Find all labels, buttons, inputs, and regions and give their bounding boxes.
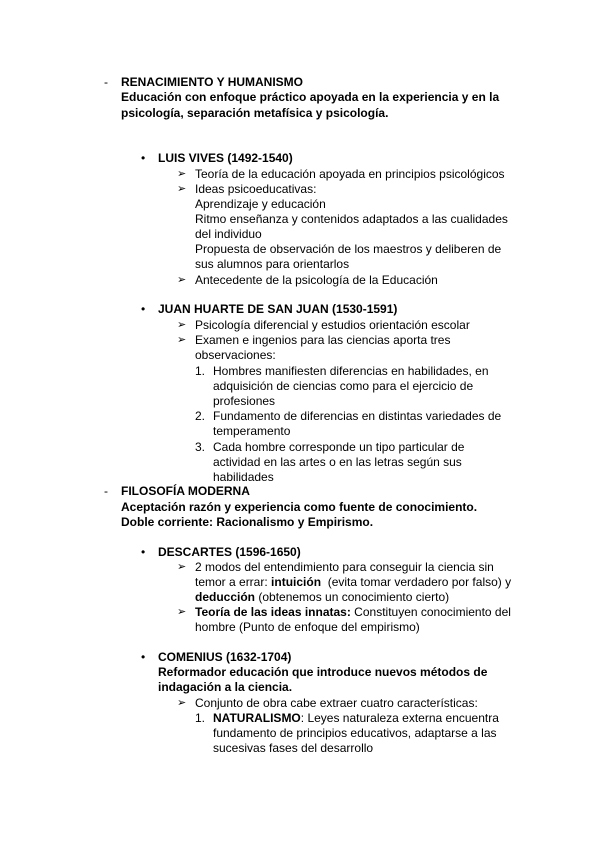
comenius-subtitle-line: indagación a la ciencia. [158,680,293,694]
arrow-bullet-icon: ➢ [177,183,187,195]
numbered-line: actividad en las artes o en las letras según sus [213,455,462,469]
list-item: 2 modos del entendimiento para conseguir la ciencia sin [195,560,494,574]
numbered-line [213,711,499,726]
section-subtitle-line: psicología, separación metafísica y psicología. [121,106,389,120]
list-item: Conjunto de obra cabe extraer cuatro características: [195,696,478,710]
arrow-bullet-icon: ➢ [177,606,187,618]
arrow-bullet-icon: ➢ [177,168,187,180]
list-item: Antecedente de la psicología de la Educación [195,273,438,287]
text-run: : Leyes naturaleza externa encuentra [300,711,499,725]
section-dash: - [104,75,108,89]
list-item-line [195,590,449,605]
text-run: (obtenemos un conocimiento cierto) [255,590,450,604]
numbered-line: adquisición de ciencias como para el ejercicio de [213,379,474,393]
sub-line: del individuo [195,227,262,241]
bullet-icon: • [141,302,146,316]
numbered-line: Cada hombre corresponde un tipo particular de [213,440,465,454]
section-title-filosofia: FILOSOFÍA MODERNA [121,484,250,498]
text-run: temor a errar: [195,575,272,589]
numbered-line: Hombres manifiesten diferencias en habilidades, en [213,364,489,378]
list-item: Ideas psicoeducativas: [195,182,317,196]
sub-line: Ritmo enseñanza y contenidos adaptados a las cualidades [195,212,508,226]
section-subtitle-line: Educación con enfoque práctico apoyada en la experiencia y en la [121,90,500,104]
numbered-marker: 3. [195,440,206,454]
list-item [195,605,511,620]
list-item: Psicología diferencial y estudios orientación escolar [195,318,470,332]
list-item-continuation: observaciones: [195,348,276,362]
text-run: (evita tomar verdadero por falso) y [321,575,512,589]
term-deduccion: deducción [195,590,256,604]
numbered-line: habilidades [213,470,274,484]
numbered-line: temperamento [213,424,291,438]
arrow-bullet-icon: ➢ [177,274,187,286]
heading-descartes: DESCARTES (1596-1650) [158,545,301,559]
numbered-line: sucesivas fases del desarrollo [213,741,374,755]
text-run: Constituyen conocimiento del [350,605,511,619]
sub-line: sus alumnos para orientarlos [195,257,350,271]
comenius-subtitle-line: Reformador educación que introduce nuevos métodos de [158,665,488,679]
arrow-bullet-icon: ➢ [177,334,187,346]
arrow-bullet-icon: ➢ [177,697,187,709]
numbered-marker: 1. [195,711,206,725]
heading-comenius: COMENIUS (1632-1704) [158,650,292,664]
numbered-marker: 1. [195,364,206,378]
list-item-line [195,575,511,590]
numbered-line: fundamento de principios educativos, adaptarse a las [213,726,497,740]
heading-juan-huarte: JUAN HUARTE DE SAN JUAN (1530-1591) [158,302,398,316]
section-subtitle-line: Aceptación razón y experiencia como fuente de conocimiento. [121,500,478,514]
sub-line: Propuesta de observación de los maestros y deliberen de [195,242,502,256]
heading-luis-vives: LUIS VIVES (1492-1540) [158,151,293,165]
bullet-icon: • [141,545,146,559]
numbered-line: Fundamento de diferencias en distintas variedades de [213,409,502,423]
term-naturalismo: NATURALISMO [213,711,301,725]
numbered-line: profesiones [213,394,276,408]
list-item: Examen e ingenios para las ciencias aporta tres [195,333,451,347]
arrow-bullet-icon: ➢ [177,319,187,331]
term-intuicion: intuición [271,575,322,589]
list-item: Teoría de la educación apoyada en principios psicológicos [195,167,505,181]
arrow-bullet-icon: ➢ [177,561,187,573]
section-subtitle-line: Doble corriente: Racionalismo y Empirismo. [121,515,374,529]
section-dash: - [104,484,108,498]
sub-line: Aprendizaje y educación [195,197,326,211]
numbered-marker: 2. [195,409,206,423]
bullet-icon: • [141,151,146,165]
bullet-icon: • [141,650,146,664]
section-title-renacimiento: RENACIMIENTO Y HUMANISMO [121,75,304,89]
list-item-line: hombre (Punto de enfoque del empirismo) [195,620,420,634]
term-ideas-innatas: Teoría de las ideas innatas: [195,605,351,619]
